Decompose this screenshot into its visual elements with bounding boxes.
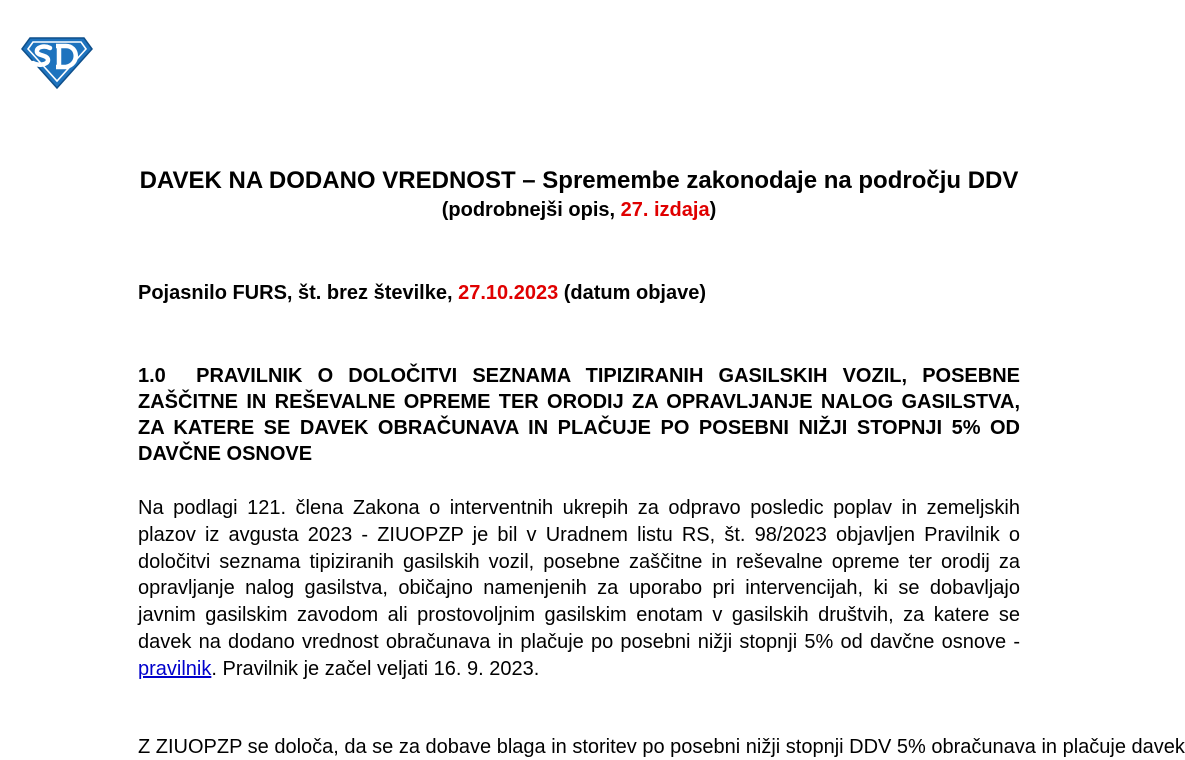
body-paragraph bbox=[138, 495, 1020, 683]
next-paragraph-partial: Z ZIUOPZP se določa, da se za dobave blaga in storitev po posebni nižji stopnji DDV 5% obračunava in plačuje davek bbox=[138, 736, 1185, 758]
document-title-block bbox=[138, 165, 1020, 223]
section-heading-text: PRAVILNIK O DOLOČITVI SEZNAMA TIPIZIRANIH GASILSKIH VOZIL, POSEBNE ZAŠČITNE IN REŠEVALNE OPREME TER ORODIJ ZA OPRAVLJANJE NALOG GASILSTVA, ZA KATERE SE DAVEK OBRAČUNAVA IN PLAČUJE PO POSEBNI NIŽJI STOPNJI 5% OD DAVČNE OSNOVE bbox=[138, 365, 1020, 465]
paragraph-text-after-link: . Pravilnik je začel veljati 16. 9. 2023. bbox=[211, 657, 540, 680]
edition-number: 27. izdaja bbox=[620, 199, 710, 221]
pravilnik-link[interactable]: pravilnik bbox=[138, 657, 212, 680]
document-subtitle bbox=[138, 197, 1020, 223]
source-prefix: Pojasnilo FURS, št. brez številke, bbox=[138, 282, 459, 304]
section-number: 1.0 bbox=[138, 365, 166, 387]
publication-date: 27.10.2023 bbox=[458, 282, 559, 304]
document-title: DAVEK NA DODANO VREDNOST – Spremembe zakonodaje na področju DDV bbox=[139, 167, 1019, 194]
section-heading bbox=[138, 363, 1020, 467]
sd-logo-icon bbox=[20, 34, 94, 90]
subtitle-prefix: (podrobnejši opis, bbox=[441, 199, 621, 221]
source-line bbox=[138, 282, 706, 305]
paragraph-text-before-link: Na podlagi 121. člena Zakona o interventnih ukrepih za odpravo posledic poplav in zemeljskih plazov iz avgusta 2023 - ZIUOPZP je bil v Uradnem listu RS, št. 98/2023 objavljen Pravilnik o določitvi seznama tipiziranih gasilskih vozil, posebne zaščitne in reševalne opreme ter orodij za opravljanje nalog gasilstva, običajno namenjenih za uporabo pri intervencijah, ki se dobavljajo javnim gasilskim zavodom ali prostovoljnim gasilskim enotam v gasilskih društvih, za katere se davek na dodano vrednost obračunava in plačuje po posebni nižji stopnji 5% od davčne osnove - bbox=[138, 497, 1020, 653]
source-suffix: (datum objave) bbox=[558, 282, 707, 304]
subtitle-suffix: ) bbox=[709, 199, 717, 221]
